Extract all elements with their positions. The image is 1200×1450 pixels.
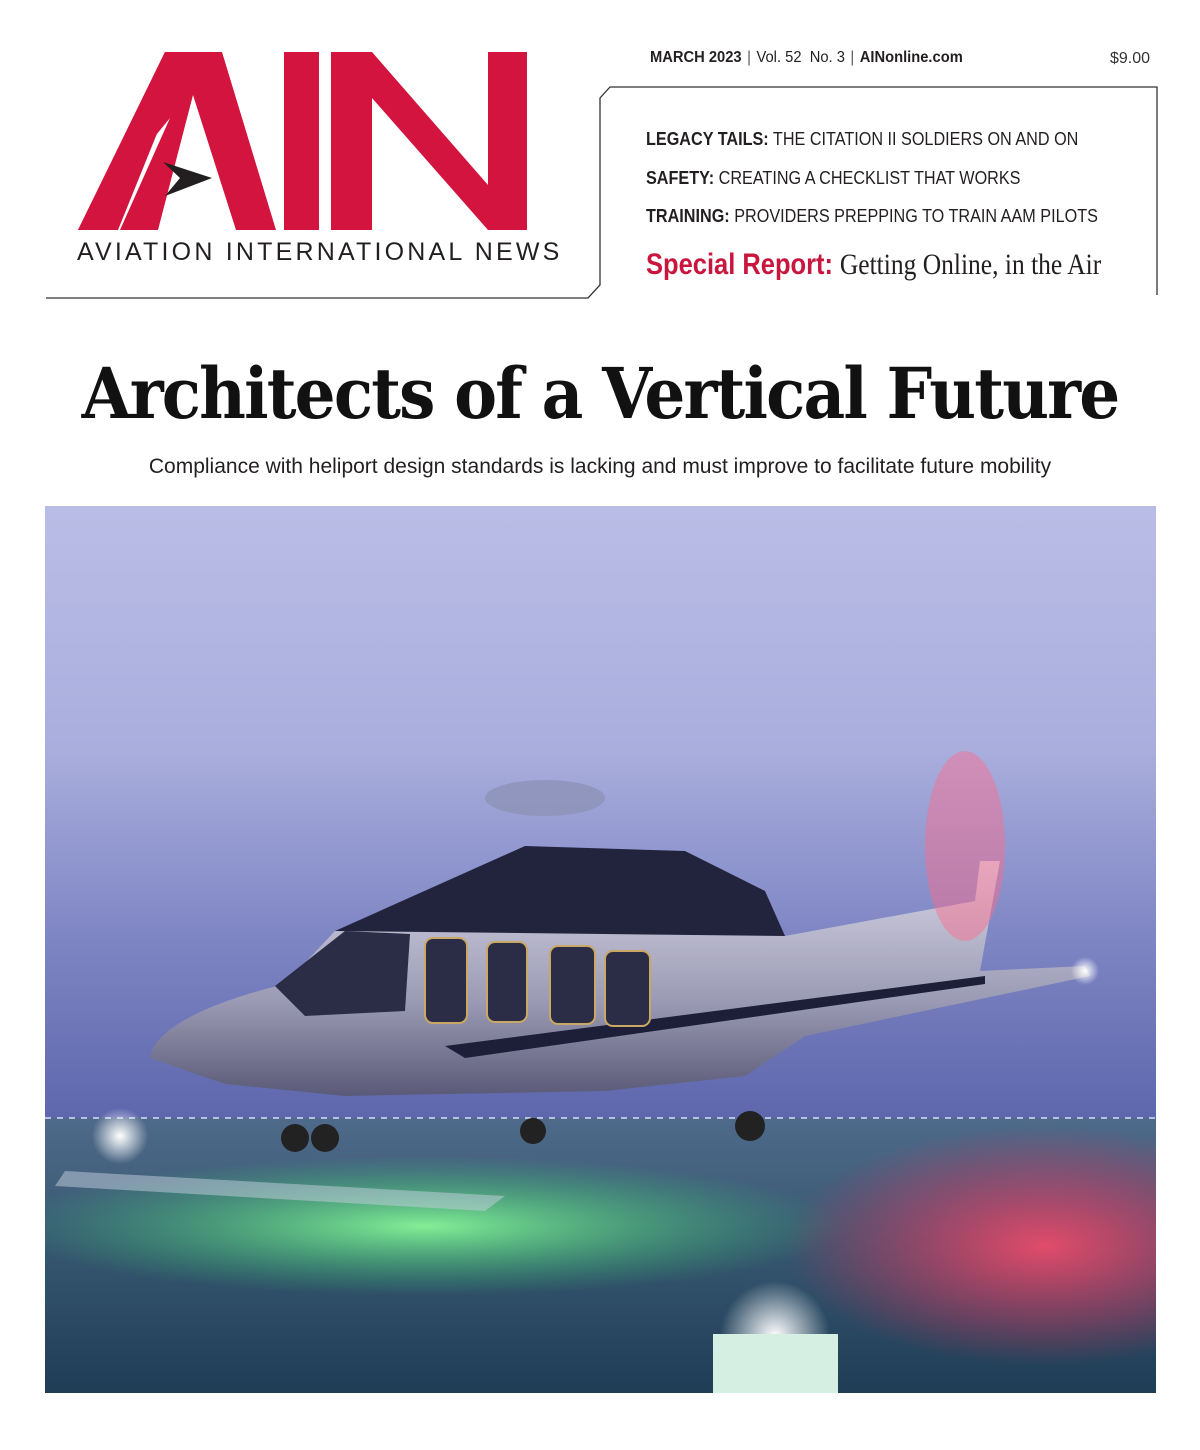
- headline-label: SAFETY:: [646, 168, 715, 188]
- website-link[interactable]: AINonline.com: [859, 49, 963, 66]
- cover-subtitle: Compliance with heliport design standards is lacking and must improve to facilitate future mobility: [148, 455, 1052, 478]
- special-report[interactable]: [646, 248, 1101, 282]
- headline-label: TRAINING:: [646, 206, 730, 226]
- masthead-tagline: AVIATION INTERNATIONAL NEWS: [77, 238, 563, 266]
- headline-text: THE CITATION II SOLDIERS ON AND ON: [772, 129, 1079, 149]
- issue-volume: Vol. 52: [756, 49, 802, 66]
- headline-legacy-tails[interactable]: [646, 129, 1078, 150]
- headline-training[interactable]: [646, 206, 1098, 227]
- headline-text: PROVIDERS PREPPING TO TRAIN AAM PILOTS: [734, 206, 1098, 226]
- issue-number: No. 3: [809, 49, 845, 66]
- headline-text: CREATING A CHECKLIST THAT WORKS: [718, 168, 1021, 188]
- issue-line: MARCH 2023 | Vol. 52 No. 3 | AINonline.com: [650, 49, 963, 66]
- cover-title: Architects of a Vertical Future: [81, 352, 1119, 435]
- cover-price: $9.00: [1110, 50, 1151, 67]
- issue-date: MARCH 2023: [650, 49, 742, 66]
- helicopter-photo: [45, 506, 1156, 1393]
- headline-label: LEGACY TAILS:: [646, 129, 769, 149]
- headline-safety[interactable]: [646, 168, 1020, 189]
- special-report-label: Special Report:: [646, 248, 834, 281]
- special-report-title: Getting Online, in the Air: [839, 248, 1102, 281]
